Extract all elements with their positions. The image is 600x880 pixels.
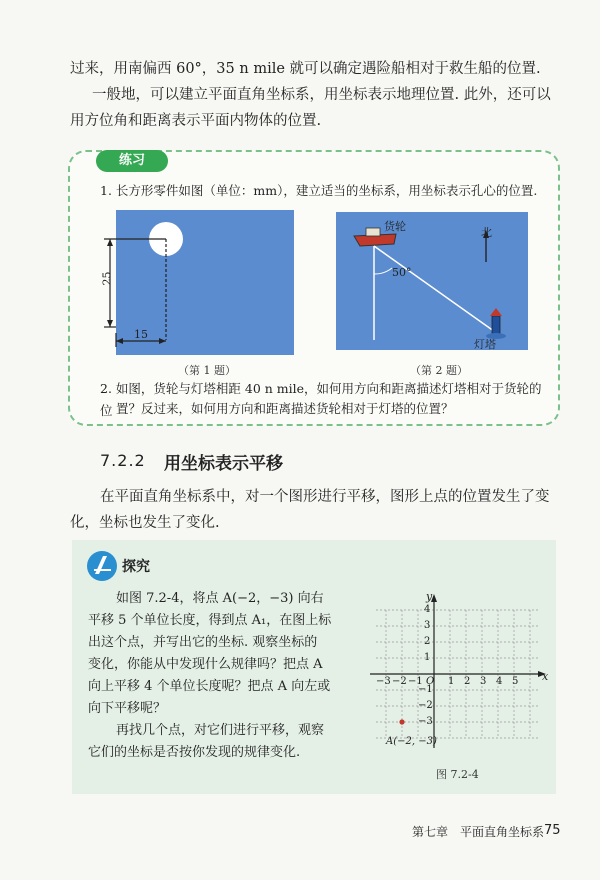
y-tick-label: −3 xyxy=(418,716,433,727)
x-tick-label: 5 xyxy=(512,676,519,687)
x-tick-label: −3 xyxy=(376,676,391,687)
explore-line: 平移 5 个单位长度，得到点 A₁，在图上标 xyxy=(88,613,332,628)
paragraph-line: 用方位角和距离表示平面内物体的位置. xyxy=(70,113,322,129)
section-paragraph-line: 在平面直角坐标系中，对一个图形进行平移，图形上点的位置发生了变 xyxy=(100,489,550,505)
footer-chapter: 第七章 平面直角坐标系 xyxy=(412,825,545,839)
section-title: 用坐标表示平移 xyxy=(164,454,283,474)
explore-title: 探究 xyxy=(122,559,150,575)
paragraph-line: 一般地，可以建立平面直角坐标系，用坐标表示地理位置. 此外，还可以 xyxy=(92,87,551,103)
figure-caption: 图 7.2-4 xyxy=(436,768,479,781)
y-tick-label: −1 xyxy=(418,684,433,695)
x-tick-label: 4 xyxy=(496,676,503,687)
x-tick-label: 1 xyxy=(448,676,455,687)
dimension-label-horizontal: 15 xyxy=(134,328,148,341)
explore-icon xyxy=(86,550,118,582)
y-tick-label: 3 xyxy=(424,620,431,631)
point-a xyxy=(399,719,404,724)
figure-1-caption: （第 1 题） xyxy=(178,364,236,377)
x-tick-label: −1 xyxy=(408,676,423,687)
explore-line: 如图 7.2-4，将点 A(−2，−3) 向右 xyxy=(116,591,324,606)
origin-label: O xyxy=(426,676,435,687)
bearing-line xyxy=(374,246,498,334)
x-tick-label: −2 xyxy=(392,676,407,687)
dimension-label-vertical: 25 xyxy=(100,271,114,286)
lighthouse-icon xyxy=(492,316,500,334)
angle-arc xyxy=(374,268,392,274)
explore-line: 向下平移呢？ xyxy=(88,701,167,716)
ship-label: 货轮 xyxy=(384,220,406,233)
x-tick-label: 3 xyxy=(480,676,487,687)
question-2-line: 置？反过来，如何用方向和距离描述货轮相对于灯塔的位置？ xyxy=(116,401,454,416)
page-number: 75 xyxy=(544,823,561,838)
angle-label: 50° xyxy=(392,266,412,279)
explore-line: 它们的坐标是否按你发现的规律变化. xyxy=(88,745,301,760)
explore-line: 出这个点，并写出它的坐标. 观察坐标的 xyxy=(88,635,318,650)
question-2-line: 2. 如图，货轮与灯塔相距 40 n mile，如何用方向和距离描述灯塔相对于货轮的位 xyxy=(100,381,542,418)
practice-tag: 练习 xyxy=(96,150,168,172)
point-a-label: A(−2, −3) xyxy=(386,736,437,747)
question-1: 1. 长方形零件如图（单位：mm），建立适当的坐标系，用坐标表示孔心的位置. xyxy=(100,183,538,198)
y-tick-label: −2 xyxy=(418,700,433,711)
x-axis-label: x xyxy=(542,670,549,683)
y-tick-label: 1 xyxy=(424,652,431,663)
explore-line: 变化，你能从中发现什么规律吗？把点 A xyxy=(88,657,323,672)
figure-2-diagram xyxy=(336,212,528,350)
explore-line: 再找几个点，对它们进行平移，观察 xyxy=(116,723,325,738)
lighthouse-label: 灯塔 xyxy=(474,338,496,351)
section-number: 7.2.2 xyxy=(100,451,146,470)
north-label: 北 xyxy=(481,226,492,239)
section-paragraph-line: 化，坐标也发生了变化. xyxy=(70,515,220,531)
figure-1-diagram xyxy=(90,205,300,365)
y-tick-label: 4 xyxy=(424,604,431,615)
y-axis-label: y xyxy=(426,590,433,603)
explore-line: 向上平移 4 个单位长度呢？把点 A 向左或 xyxy=(88,679,331,694)
x-tick-label: 2 xyxy=(464,676,471,687)
paragraph-line: 过来，用南偏西 60°，35 n mile 就可以确定遇险船相对于救生船的位置. xyxy=(70,61,541,77)
figure-2-caption: （第 2 题） xyxy=(410,364,468,377)
y-tick-label: 2 xyxy=(424,636,431,647)
